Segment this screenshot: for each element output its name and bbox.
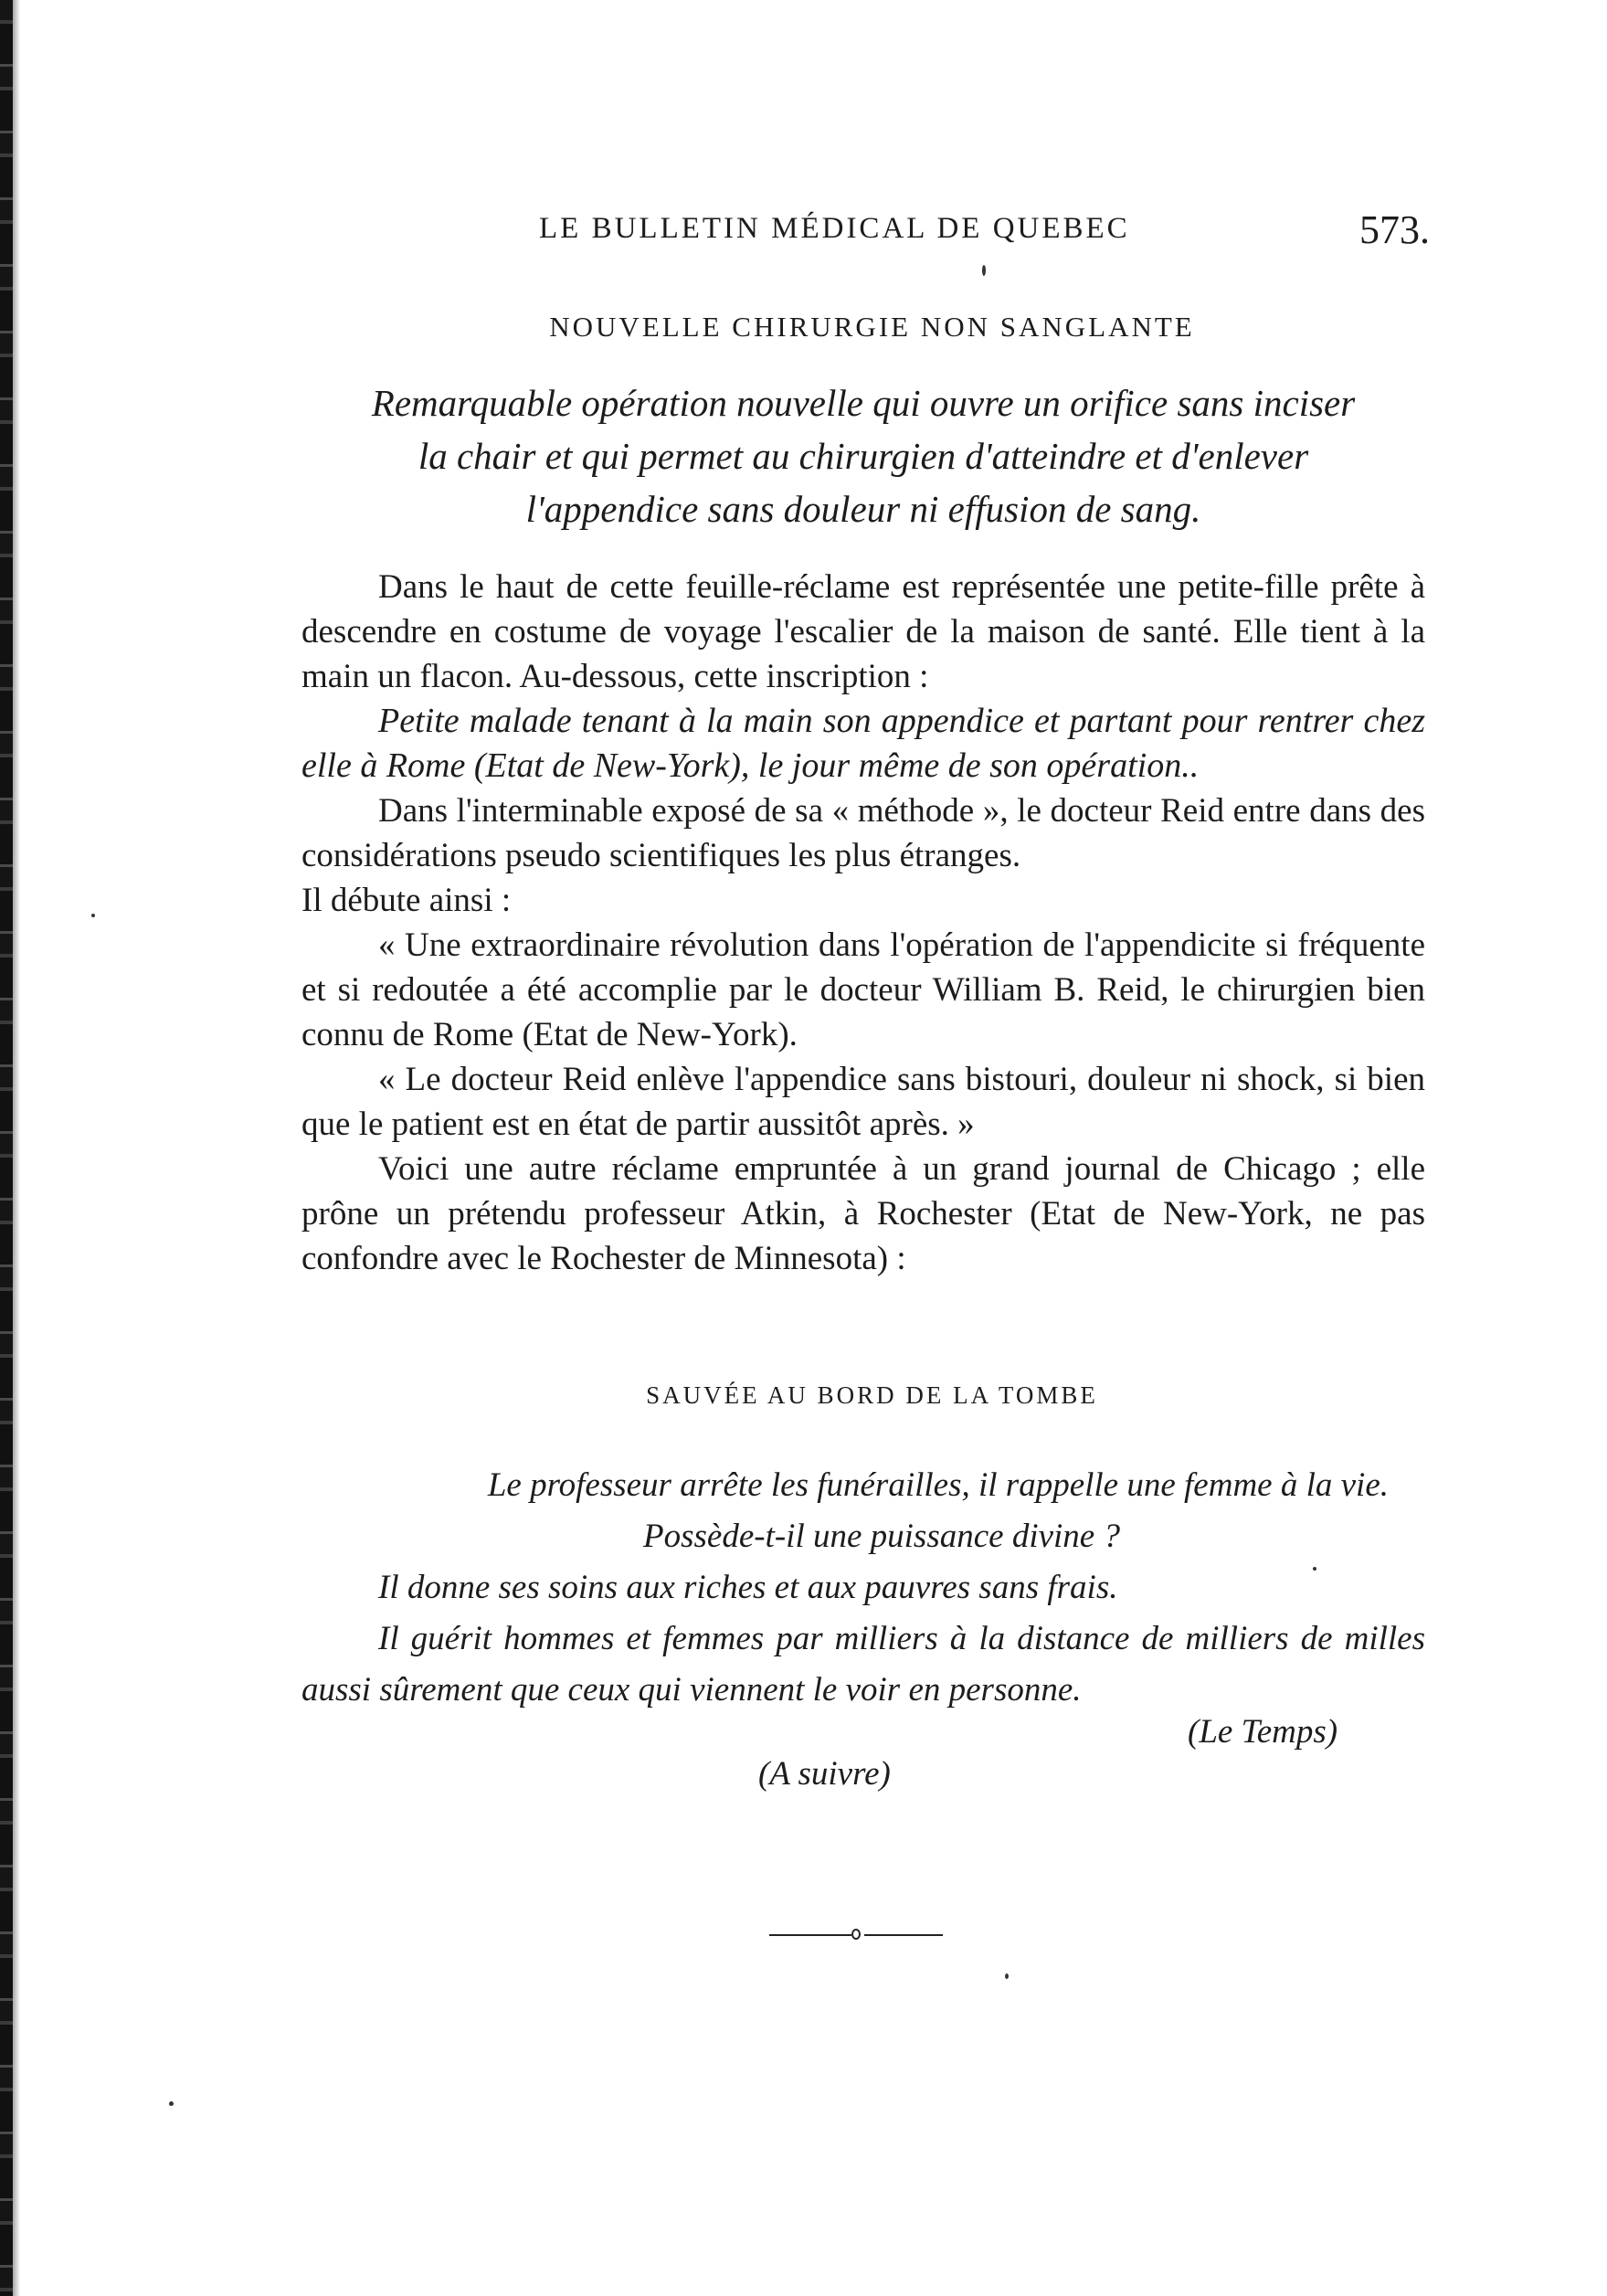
subtitle-line: l'appendice sans douleur ni effusion de sang. — [525, 488, 1201, 530]
subtitle-line: Remarquable opération nouvelle qui ouvre un orifice sans inciser — [371, 382, 1356, 424]
source-citation: (Le Temps) — [1188, 1713, 1338, 1751]
scan-speck — [169, 2101, 174, 2106]
scan-speck — [982, 265, 986, 276]
ad-line: Le professeur arrête les funérailles, il rappelle une femme à la vie. — [487, 1466, 1389, 1504]
ad-line: Possède-t-il une puissance divine ? — [643, 1518, 1120, 1555]
subtitle-line: la chair et qui permet au chirurgien d'atteindre et d'enlever — [418, 435, 1309, 477]
scan-speck — [91, 914, 95, 917]
scan-speck — [1005, 1973, 1009, 1979]
article-body — [301, 565, 1425, 1281]
ornament-rule-right — [864, 1934, 943, 1936]
section-ornament — [769, 1926, 943, 1944]
advertisement-title: SAUVÉE AU BORD DE LA TOMBE — [646, 1381, 1098, 1409]
article-title: NOUVELLE CHIRURGIE NON SANGLANTE — [549, 311, 1195, 343]
ornament-circle — [851, 1929, 861, 1940]
paragraph: Voici une autre réclame empruntée à un grand journal de Chicago ; elle prône un prétendu professeur Atkin, à Rochester (Etat de New-York, ne pas confondre avec le Rochester de Minnesota) : — [301, 1150, 1425, 1277]
inscription-quote: Petite malade tenant à la main son appendice et partant pour rentrer chez elle à Rome (Etat de New-York), le jour même de son opération.. — [301, 702, 1425, 785]
ad-line: Il guérit hommes et femmes par milliers à la distance de milliers de milles aussi sûrement que ceux qui viennent le voir en personne. — [301, 1620, 1425, 1709]
page-number: 573. — [1359, 207, 1430, 252]
to-be-continued: (A suivre) — [758, 1755, 891, 1793]
binding-edge — [0, 0, 13, 2296]
running-head: LE BULLETIN MÉDICAL DE QUEBEC — [539, 212, 1130, 245]
paragraph: « Une extraordinaire révolution dans l'opération de l'appendicite si fréquente et si redoutée a été accomplie par le docteur William B. Reid, le chirurgien bien connu de Rome (Etat de New-York). — [301, 926, 1425, 1053]
paragraph: Dans l'interminable exposé de sa « méthode », le docteur Reid entre dans des considérations pseudo scientifiques les plus étranges. — [301, 792, 1425, 874]
article-subtitle — [301, 376, 1425, 535]
paragraph: Il débute ainsi : — [301, 882, 512, 919]
paragraph: « Le docteur Reid enlève l'appendice sans bistouri, douleur ni shock, si bien que le patient est en état de partir aussitôt après. » — [301, 1061, 1425, 1143]
ad-line: Il donne ses soins aux riches et aux pauvres sans frais. — [378, 1569, 1118, 1606]
advertisement-text — [301, 1460, 1425, 1716]
scan-speck — [1313, 1567, 1316, 1571]
binding-edge-shadow — [13, 0, 20, 2296]
ornament-rule-left — [769, 1934, 851, 1936]
paragraph: Dans le haut de cette feuille-réclame est représentée une petite-fille prête à descendre en costume de voyage l'escalier de la maison de santé. Elle tient à la main un flacon. Au-dessous, cette inscription : — [301, 568, 1425, 695]
